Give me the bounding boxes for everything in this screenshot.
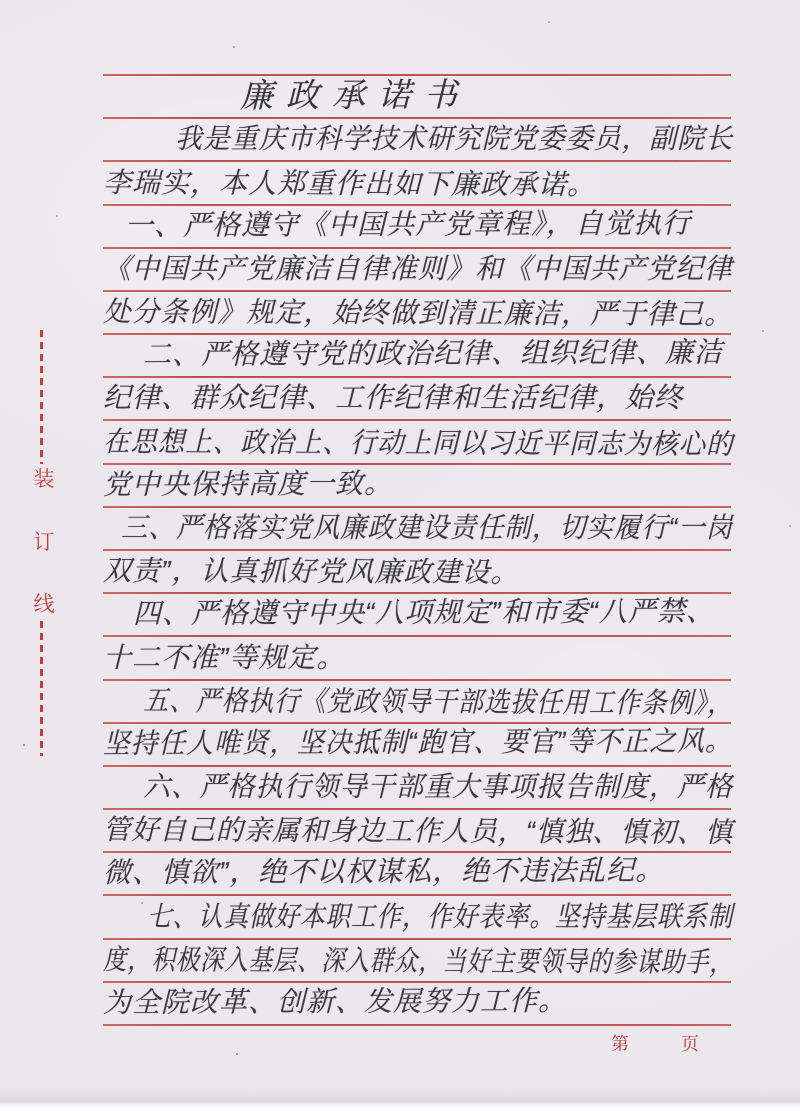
binding-dash-top	[40, 330, 43, 464]
ruled-line	[103, 938, 731, 940]
handwritten-line: 纪律、群众纪律、工作纪律和生活纪律，始终	[103, 382, 684, 414]
handwritten-line: 二、严格遵守党的政治纪律、组织纪律、廉洁	[142, 336, 723, 371]
handwritten-line: 处分条例》规定，始终做到清正廉洁，严于律己。	[103, 296, 733, 330]
binding-char-xian: 线	[33, 592, 55, 616]
handwritten-line: 五、严格执行《党政领导干部选拔任用工作条例》，	[143, 684, 734, 719]
binding-dash-bottom	[40, 621, 43, 756]
handwritten-line: 三、严格落实党风廉政建设责任制，切实履行“一岗	[121, 511, 734, 543]
handwritten-line: 坚持任人唯贤，坚决抵制“跑官、要官”等不正之风。	[102, 725, 733, 759]
ruled-line	[103, 160, 731, 162]
handwritten-line: 《中国共产党廉洁自律准则》和《中国共产党纪律	[103, 252, 733, 284]
handwritten-line: 度，积极深入基层、深入群众，当好主要领导的参谋助手，	[103, 943, 734, 978]
ruled-line	[103, 419, 731, 421]
footer-di-label: 第	[611, 1034, 629, 1054]
handwritten-line: 十二不准”等规定。	[103, 641, 346, 673]
handwritten-line: 在思想上、政治上、行动上同以习近平同志为核心的	[103, 425, 734, 460]
handwritten-line: 廉政承诺书	[239, 76, 470, 115]
footer-ye-label: 页	[681, 1034, 699, 1054]
handwritten-line: 六、严格执行领导干部重大事项报告制度，严格	[143, 771, 734, 803]
handwritten-line: 一、严格遵守《中国共产党章程》，自觉执行	[124, 207, 691, 241]
paper-specks	[0, 0, 2, 2]
ruled-line	[103, 1024, 731, 1026]
handwritten-line: 李瑞实，本人郑重作出如下廉政承诺。	[103, 166, 597, 200]
handwritten-line: 党中央保持高度一致。	[102, 467, 393, 500]
handwritten-line: 为全院改革、创新、发展努力工作。	[102, 984, 567, 1018]
handwritten-line: 我是重庆市科学技术研究院党委委员，副院长	[175, 123, 733, 155]
binding-char-zhuang: 装	[33, 467, 55, 491]
binding-char-ding: 订	[33, 530, 55, 554]
handwritten-line: 双责”，认真抓好党风廉政建设。	[103, 555, 520, 588]
handwritten-line: 七、认真做好本职工作，作好表率。坚持基层联系制	[147, 900, 734, 932]
ruled-line	[103, 679, 731, 681]
handwritten-line: 管好自己的亲属和身边工作人员，“慎独、慎初、慎	[103, 814, 734, 848]
handwritten-line: 微、慎欲”，绝不以权谋私，绝不违法乱纪。	[102, 854, 665, 889]
handwritten-line: 四、严格遵守中央“八项规定”和市委“八严禁、	[132, 595, 715, 630]
